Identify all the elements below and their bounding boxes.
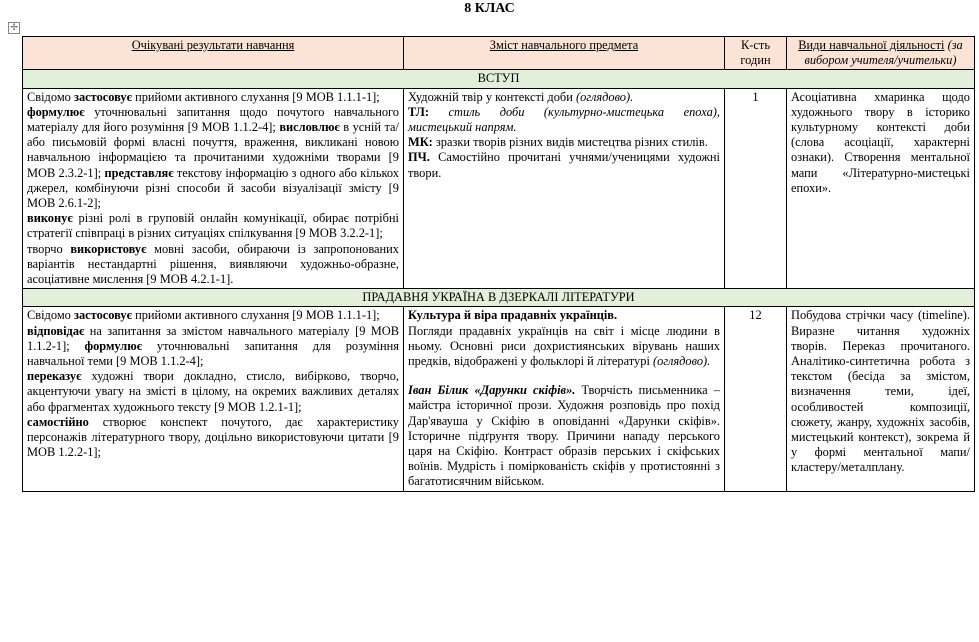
curriculum-table [22, 36, 975, 492]
table-row [23, 88, 975, 289]
table-move-handle-icon[interactable]: ✢ [8, 22, 20, 34]
outcomes-cell: Свідомо застосовує прийоми активного слухання [9 МОВ 1.1.1-1]; формулює уточнювальні запитання щодо почутого навчального матеріалу для його розуміння [9 МОВ 1.1.2-4]; висловлює в усній та/або письмовій формі власні почуття, враження, викликані новою навчальною інформацією та прочитаними художніми творами [9 МОВ 2.3.2-1]; представляє текстову інформацію з одного або кількох джерел, комбінуючи різні способи й засоби візуалізації змісту [9 МОВ 2.6.1-2]; виконує різні ролі в груповій онлайн комунікації, обирає потрібні стратегії співпраці в різних ситуаціях спілкування [9 МОВ 3.2.2-1]; творчо використовує мовні засоби, обираючи із запропонованих варіантів нестандартні рішення, виявляючи художньо-образне, асоціативне мислення [9 МОВ 4.2.1-1]. [23, 88, 404, 289]
page-title: 8 КЛАС [464, 1, 515, 16]
header-outcomes: Очікувані результати навчання [23, 37, 404, 70]
content-cell: Культура й віра прадавніх українців. Погляди прадавніх українців на світ і місце людини в ньому. Основні риси дохристиянських вірувань наших предків, відображені у фольклорі й літературі (оглядово). Іван Білик «Дарунки скіфів». Творчість письменника – майстра історичної прози. Художня розповідь про похід Дар'явауша у Скіфію в оповіданні «Дарунки скіфів». Історичне підґрунтя твору. Причини нападу перського царя на Скіфію. Контраст образів перських і скіфських воїнів. Мудрість і поміркованість скіфів у протистоянні з багатотисячним військом. [404, 307, 725, 491]
outcomes-cell: Свідомо застосовує прийоми активного слухання [9 МОВ 1.1.1-1]; відповідає на запитання за змістом навчального матеріалу [9 МОВ 1.1.2-1]; формулює уточнювальні запитання для розуміння навчальної теми [9 МОВ 1.1.2-4]; переказує художні твори докладно, стисло, вибірково, творчо, акцентуючи увагу на змісті в цілому, на окремих важливих деталях або фрагментах художнього тексту [9 МОВ 1.2.1-1]; самостійно створює конспект почутого, дає характеристику персонажів літературного твору, доцільно використовуючи цитати [9 МОВ 1.2.2-1]; [23, 307, 404, 491]
content-cell: Художній твір у контексті доби (оглядово). ТЛ: стиль доби (культурно-мистецька епоха), мистецький напрям. МК: зразки творів різних видів мистецтва різних стилів. ПЧ. Самостійно прочитані учнями/ученицями художні твори. [404, 88, 725, 289]
header-content: Зміст навчального предмета [404, 37, 725, 70]
hours-cell: 1 [725, 88, 787, 289]
section-row-intro [23, 70, 975, 88]
section-title: ВСТУП [23, 70, 975, 88]
activities-cell: Асоціативна хмаринка щодо художнього твору в історико культурному контексті доби (слова асоціації, характерні ознаки). Створення ментальної мапи «Літературно-мистецькі епохи». [787, 88, 975, 289]
header-hours: К-сть годин [725, 37, 787, 70]
activities-cell: Побудова стрічки часу (timeline). Виразне читання художніх творів. Переказ прочитаного. Аналітико-синтетична робота з текстом (бесіда за змістом, визначення теми, ідеї, особливостей композиції, сюжету, жанру, художніх засобів, мистецький контекст), зокрема й у формі ментальної мапи/кластеру/металплану. [787, 307, 975, 491]
header-activities: Види навчальної діяльності (за вибором учителя/учительки) [787, 37, 975, 70]
table-row [23, 307, 975, 491]
table-header-row [23, 37, 975, 70]
section-title: ПРАДАВНЯ УКРАЇНА В ДЗЕРКАЛІ ЛІТЕРАТУРИ [23, 289, 975, 307]
section-row-ancient [23, 289, 975, 307]
hours-cell: 12 [725, 307, 787, 491]
